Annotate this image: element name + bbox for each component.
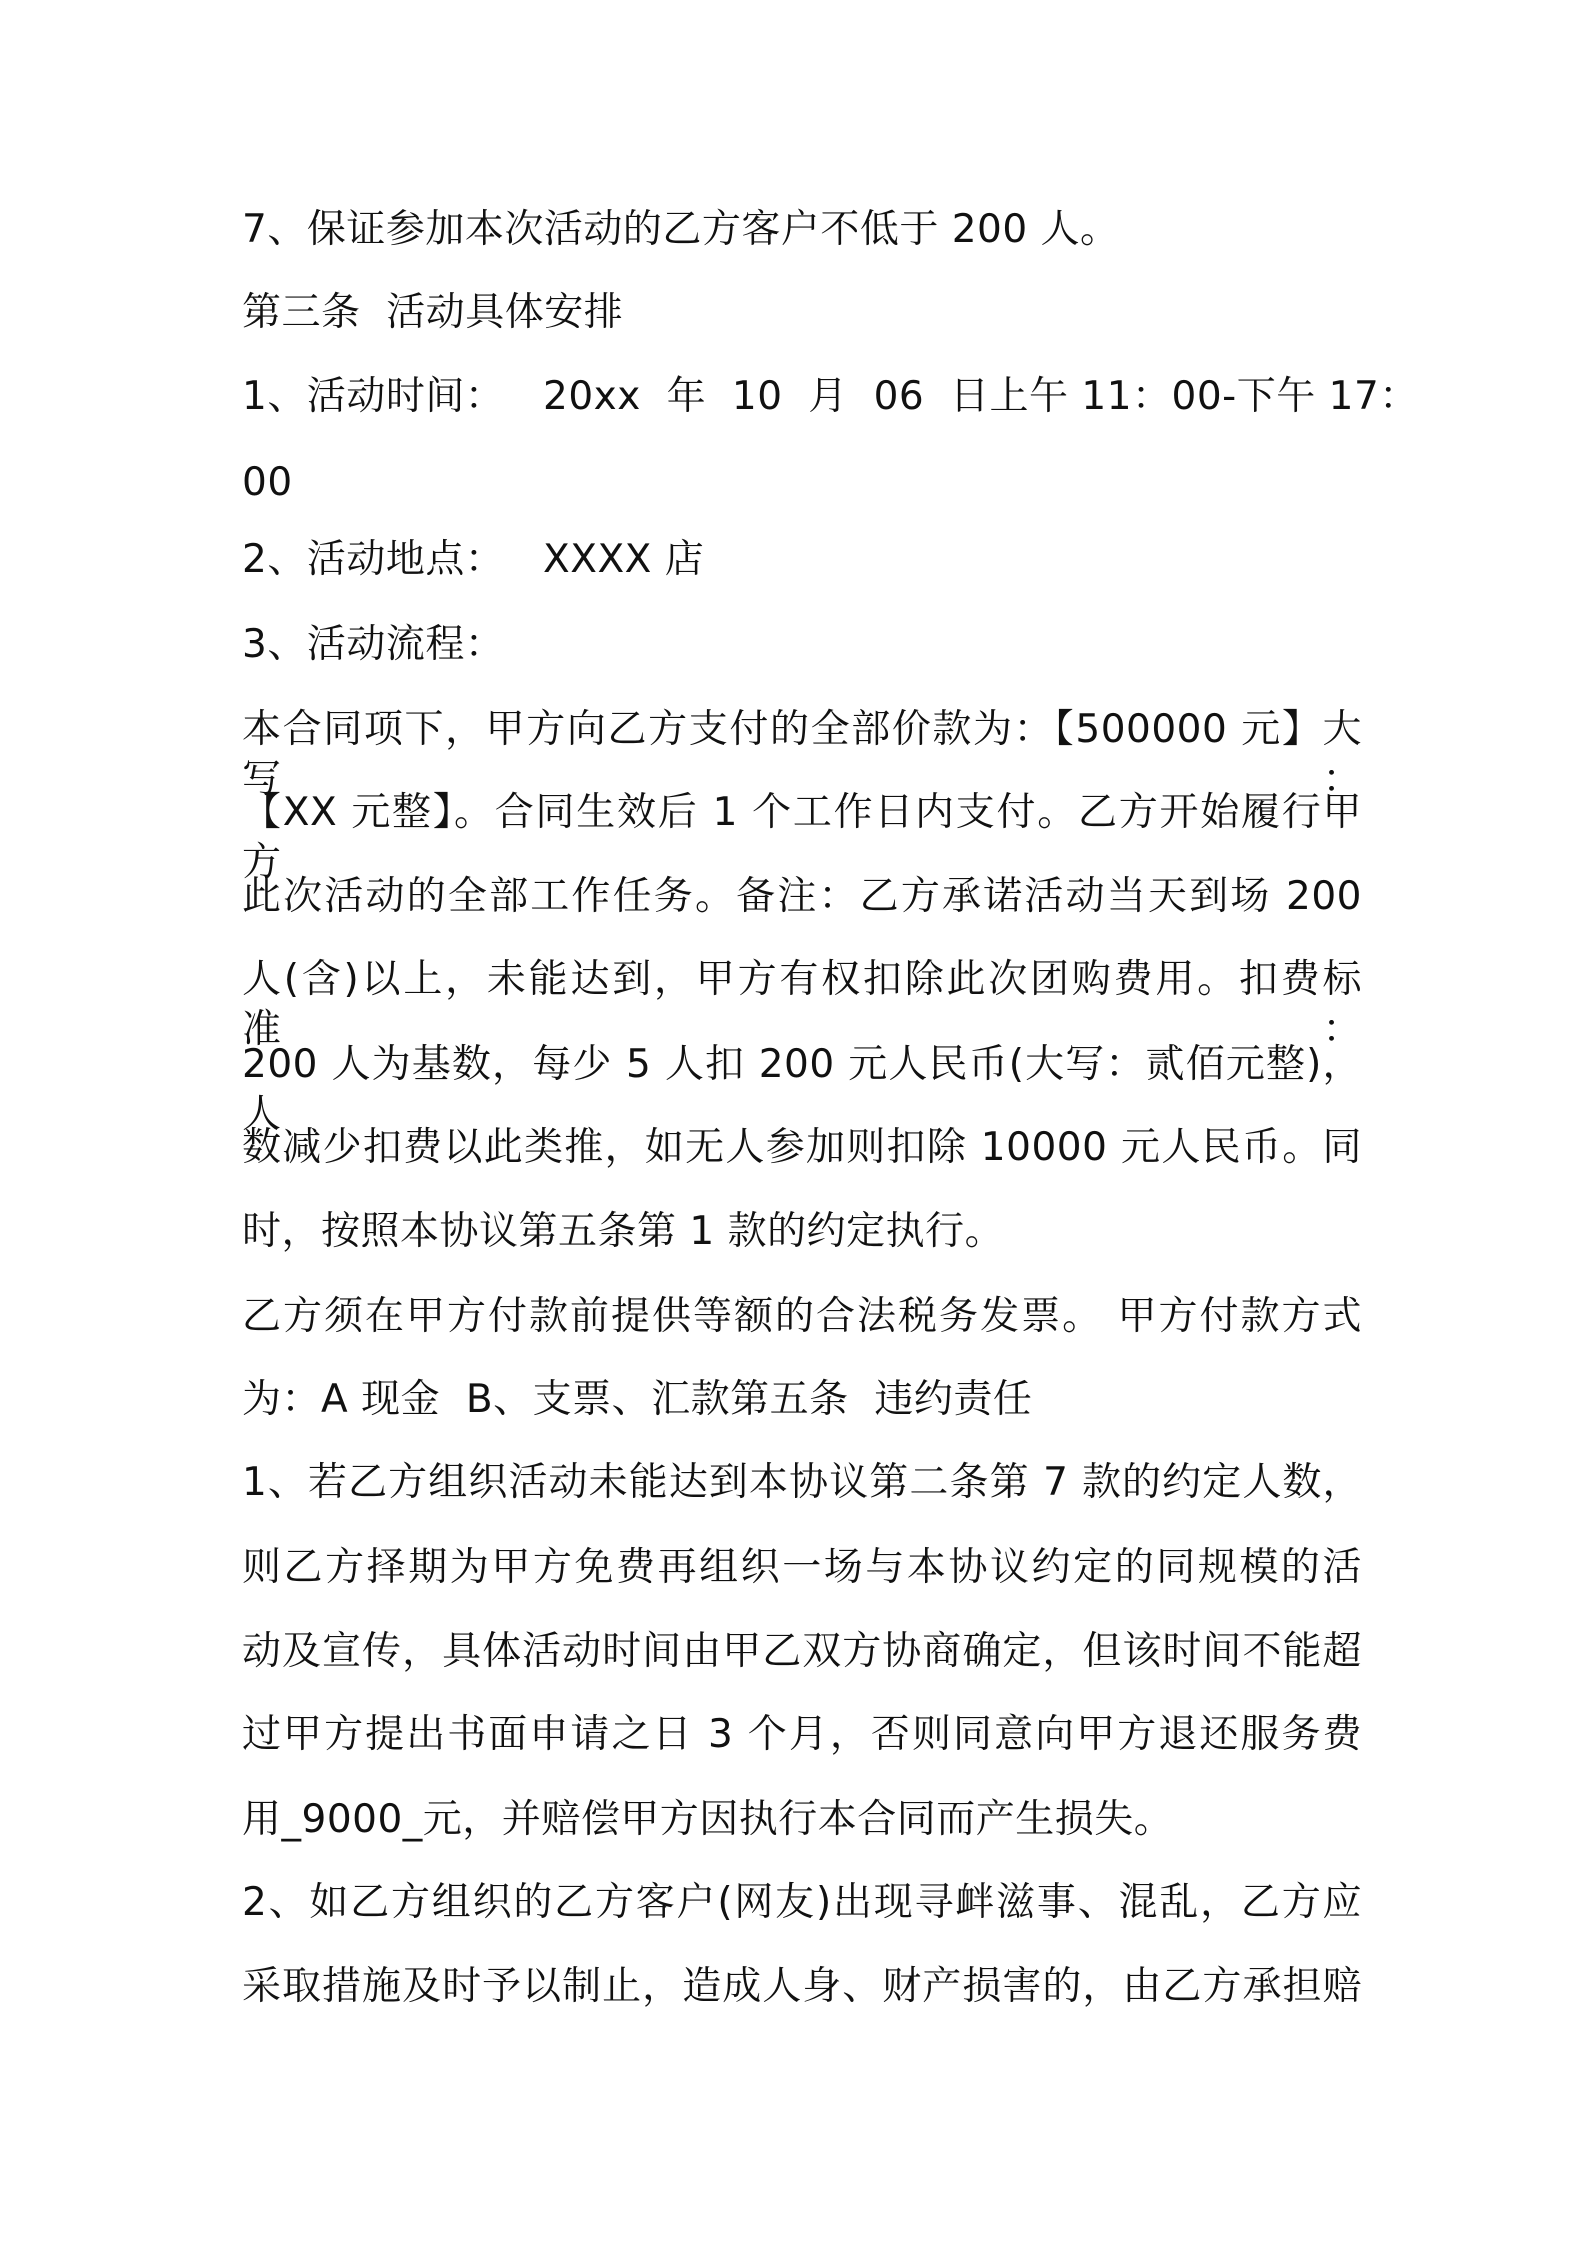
text-line: 为：A 现金 B、支票、汇款第五条 违约责任 — [242, 1377, 1033, 1422]
text-line: 3、活动流程： — [242, 622, 505, 667]
text-line: 数减少扣费以此类推，如无人参加则扣除 10000 元人民币。同 — [242, 1125, 1362, 1170]
text-line: 采取措施及时予以制止，造成人身、财产损害的，由乙方承担赔 — [242, 1964, 1362, 2009]
text-line: 7、保证参加本次活动的乙方客户不低于 200 人。 — [242, 207, 1120, 252]
text-line: 【XX 元整】。合同生效后 1 个工作日内支付。乙方开始履行甲方 — [242, 790, 1362, 885]
text-line: 此次活动的全部工作任务。备注：乙方承诺活动当天到场 200 — [242, 874, 1362, 919]
text-line: 00 — [242, 460, 293, 505]
section-heading: 第三条 活动具体安排 — [242, 290, 624, 335]
text-line: 1、活动时间： 20xx 年 10 月 06 日上午 11：00-下午 17： — [242, 374, 1419, 419]
text-line: 本合同项下，甲方向乙方支付的全部价款为：【500000 元】大写： — [242, 707, 1362, 802]
text-line: 人(含)以上，未能达到，甲方有权扣除此次团购费用。扣费标准： — [242, 957, 1362, 1052]
text-line: 乙方须在甲方付款前提供等额的合法税务发票。 甲方付款方式 — [242, 1294, 1362, 1339]
text-line: 则乙方择期为甲方免费再组织一场与本协议约定的同规模的活 — [242, 1545, 1362, 1590]
text-line: 2、如乙方组织的乙方客户(网友)出现寻衅滋事、混乱，乙方应 — [242, 1880, 1362, 1925]
text-line: 用_9000_元，并赔偿甲方因执行本合同而产生损失。 — [242, 1797, 1174, 1842]
text-line: 过甲方提出书面申请之日 3 个月，否则同意向甲方退还服务费 — [242, 1712, 1362, 1757]
text-line: 2、活动地点： XXXX 店 — [242, 537, 705, 582]
text-line: 动及宣传，具体活动时间由甲乙双方协商确定，但该时间不能超 — [242, 1629, 1362, 1674]
text-line: 时，按照本协议第五条第 1 款的约定执行。 — [242, 1209, 1005, 1254]
text-line: 200 人为基数，每少 5 人扣 200 元人民币(大写：贰佰元整)，人 — [242, 1042, 1362, 1137]
text-line: 1、若乙方组织活动未能达到本协议第二条第 7 款的约定人数， — [242, 1460, 1362, 1505]
